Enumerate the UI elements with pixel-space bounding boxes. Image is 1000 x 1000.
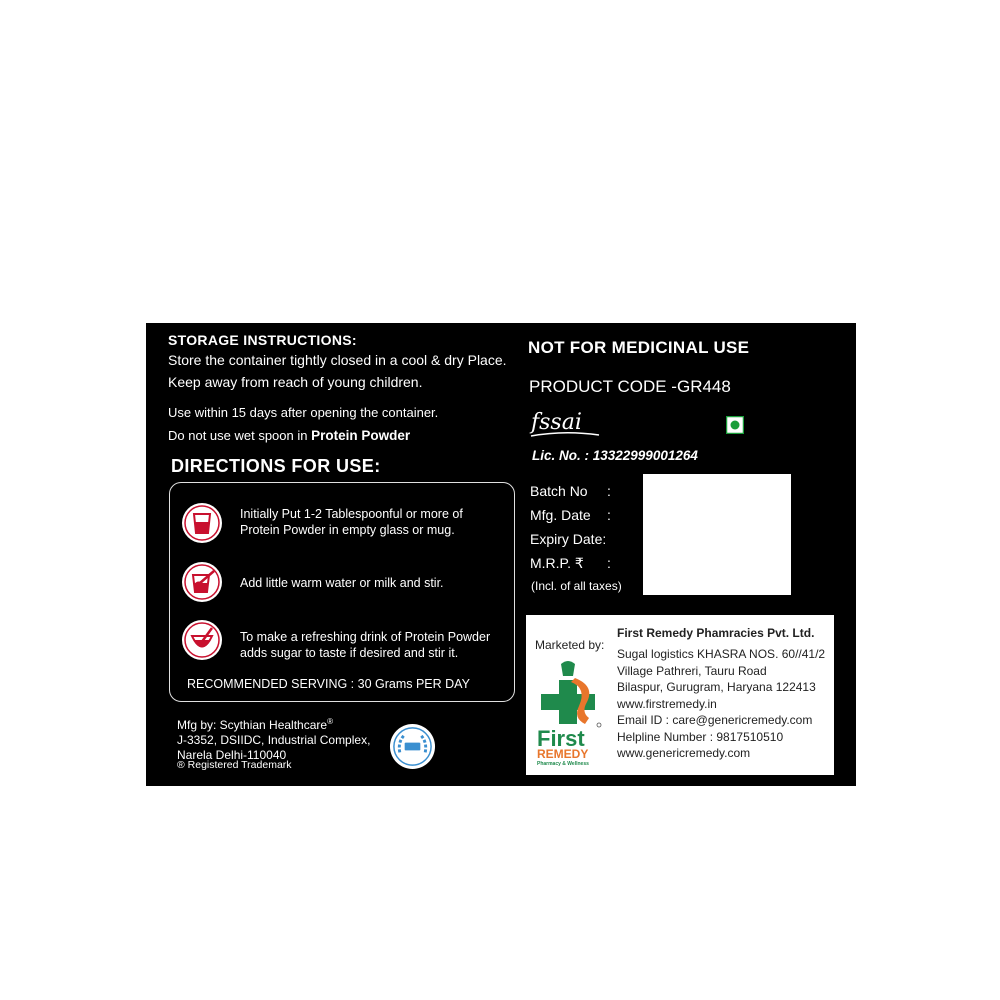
step-1-text bbox=[240, 506, 463, 538]
marketer-address bbox=[617, 646, 825, 762]
address-line-1: Sugal logistics KHASRA NOS. 60//41/2 bbox=[617, 647, 826, 661]
fssai-logo-text: fssai bbox=[531, 410, 582, 435]
mrp-colon: : bbox=[607, 555, 611, 571]
marketer-panel bbox=[526, 615, 834, 775]
first-remedy-logo-icon bbox=[535, 658, 607, 766]
mfg-date-row bbox=[530, 507, 611, 523]
storage-line-4 bbox=[168, 428, 410, 443]
mfg-line-3: Narela Delhi-110040 bbox=[177, 748, 287, 762]
step-2-line-1: Add little warm water or milk and stir. bbox=[240, 576, 444, 590]
storage-line-4-text: Do not use wet spoon in bbox=[168, 428, 312, 443]
expiry-date-label: Expiry Date: bbox=[530, 531, 607, 547]
address-line-2: Village Pathreri, Tauru Road bbox=[617, 663, 767, 678]
step-2-text bbox=[240, 575, 444, 591]
veg-mark-icon bbox=[726, 416, 744, 434]
batch-details-blank-box bbox=[643, 474, 791, 595]
step-1-line-1: Initially Put 1-2 Tablespoonful or more of bbox=[240, 507, 463, 521]
step-1-line-2: Protein Powder in empty glass or mug. bbox=[240, 523, 455, 537]
storage-heading: STORAGE INSTRUCTIONS: bbox=[168, 332, 357, 348]
batch-no-label: Batch No bbox=[530, 483, 588, 499]
manufacturer-info bbox=[177, 714, 370, 763]
license-number: Lic. No. : 13322999001264 bbox=[532, 448, 698, 463]
storage-line-2: Keep away from reach of young children. bbox=[168, 374, 423, 390]
not-for-medicinal-use: NOT FOR MEDICINAL USE bbox=[528, 338, 750, 357]
logo-tagline: Pharmacy & Wellness bbox=[537, 761, 589, 766]
registered-trademark: ® Registered Trademark bbox=[177, 759, 292, 771]
website-link: www.firstremedy.in bbox=[617, 696, 717, 711]
incl-taxes: (Incl. of all taxes) bbox=[531, 579, 622, 593]
storage-line-1: Store the container tightly closed in a cool & dry Place. bbox=[168, 352, 507, 368]
mfg-name: Mfg by: Scythian Healthcare bbox=[177, 718, 328, 732]
website-link-2: www.genericremedy.com bbox=[617, 746, 751, 760]
address-line-3: Bilaspur, Gurugram, Haryana 122413 bbox=[617, 680, 816, 694]
mix-bowl-icon bbox=[181, 619, 223, 661]
expiry-date-row bbox=[530, 531, 606, 547]
product-label bbox=[146, 323, 856, 786]
recommended-serving: RECOMMENDED SERVING : 30 Grams PER DAY bbox=[187, 677, 470, 691]
mfg-line-2: J-3352, DSIIDC, Industrial Complex, bbox=[177, 733, 371, 747]
directions-box bbox=[169, 482, 515, 702]
helpline-number: Helpline Number : 9817510510 bbox=[617, 729, 784, 744]
mfg-date-colon: : bbox=[607, 507, 611, 523]
mrp-label: M.R.P. ₹ bbox=[530, 555, 584, 571]
batch-no-row bbox=[530, 483, 611, 499]
mrp-row bbox=[530, 555, 611, 572]
registered-mark: ® bbox=[327, 717, 333, 726]
directions-heading: DIRECTIONS FOR USE: bbox=[171, 456, 381, 476]
fssai-logo-icon bbox=[529, 407, 605, 441]
product-code: PRODUCT CODE -GR448 bbox=[529, 377, 731, 396]
batch-no-colon: : bbox=[607, 483, 611, 499]
step-3-line-2: adds sugar to taste if desired and stir it. bbox=[240, 646, 459, 660]
step-3-line-1: To make a refreshing drink of Protein Powder bbox=[240, 630, 491, 644]
logo-word-first: First bbox=[537, 726, 585, 751]
stir-spoon-icon bbox=[181, 561, 223, 603]
marketer-company-name: First Remedy Phamracies Pvt. Ltd. bbox=[617, 626, 815, 640]
marketed-by-label: Marketed by: bbox=[535, 638, 605, 652]
step-3-text bbox=[240, 629, 490, 661]
email-address: Email ID : care@genericremedy.com bbox=[617, 713, 813, 727]
storage-line-3: Use within 15 days after opening the container. bbox=[168, 405, 439, 420]
storage-line-4-bold: Protein Powder bbox=[311, 428, 411, 443]
glass-powder-icon bbox=[181, 502, 223, 544]
certification-seal-icon bbox=[389, 723, 436, 770]
mfg-line-1 bbox=[177, 714, 370, 733]
logo-word-remedy: REMEDY bbox=[537, 747, 589, 761]
mfg-date-label: Mfg. Date bbox=[530, 507, 591, 523]
